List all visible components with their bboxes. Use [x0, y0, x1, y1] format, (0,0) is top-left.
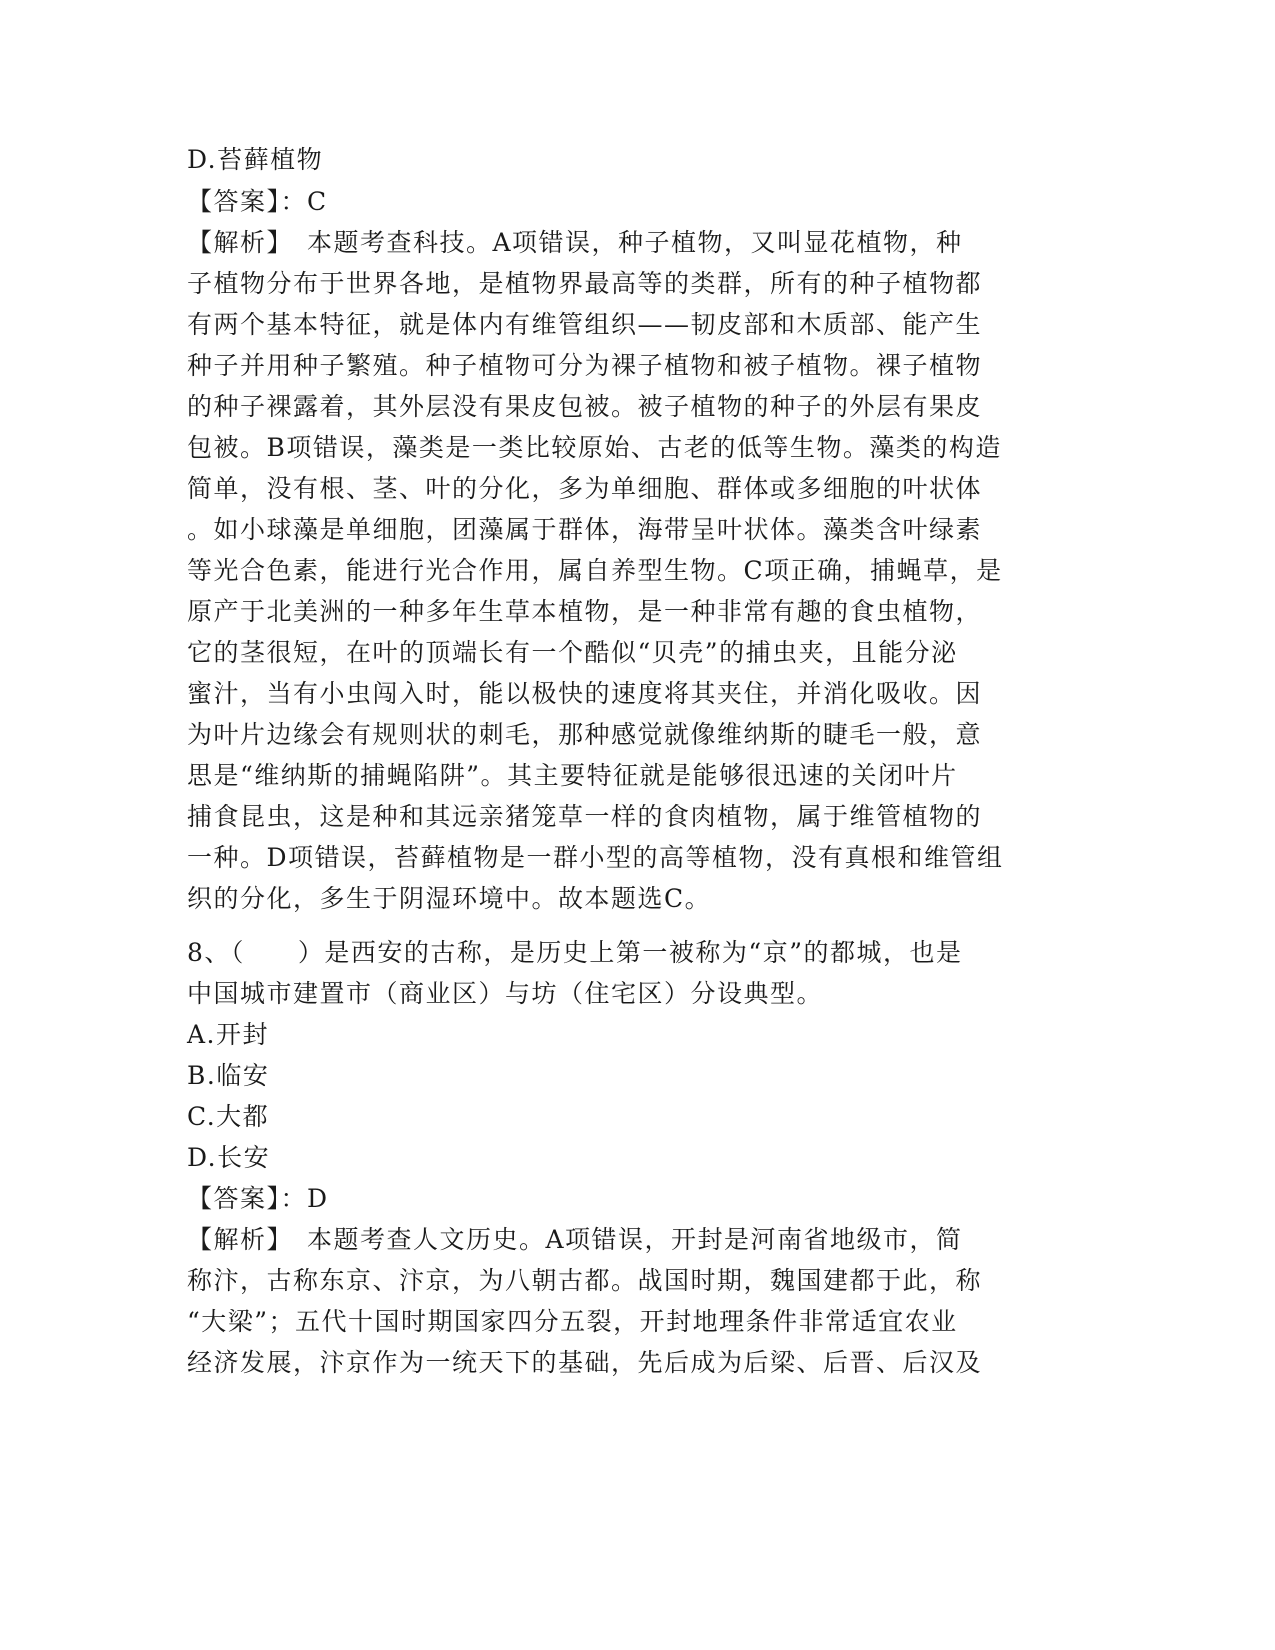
q7-analysis-line: 蜜汁，当有小虫闯入时，能以极快的速度将其夹住，并消化吸收。因 — [187, 679, 983, 708]
q7-option-d: D.苔藓植物 — [187, 145, 324, 174]
q8-analysis-line: 称汴，古称东京、汴京，为八朝古都。战国时期，魏国建都于此，称 — [187, 1266, 983, 1295]
q7-analysis-line: 种子并用种子繁殖。种子植物可分为裸子植物和被子植物。裸子植物 — [187, 351, 983, 380]
q7-analysis-line: 子植物分布于世界各地，是植物界最高等的类群，所有的种子植物都 — [187, 269, 983, 298]
q8-option-d: D.长安 — [187, 1143, 271, 1172]
q8-answer: 【答案】：D — [187, 1184, 329, 1213]
q8-stem-line: 中国城市建置市（商业区）与坊（住宅区）分设典型。 — [187, 979, 824, 1008]
q7-analysis-line: 一种。D项错误，苔藓植物是一群小型的高等植物，没有真根和维管组 — [187, 843, 1004, 872]
q8-stem-line: 8、（ ）是西安的古称，是历史上第一被称为“京”的都城，也是 — [187, 938, 963, 967]
q7-analysis-line: 思是“维纳斯的捕蝇陷阱”。其主要特征就是能够很迅速的关闭叶片 — [187, 761, 958, 790]
q7-analysis-line: 原产于北美洲的一种多年生草本植物，是一种非常有趣的食虫植物， — [187, 597, 983, 626]
q8-option-c: C.大都 — [187, 1102, 270, 1131]
q8-option-a: A.开封 — [187, 1020, 270, 1049]
q8-analysis-line: 【解析】 本题考查人文历史。A项错误，开封是河南省地级市，简 — [187, 1225, 963, 1254]
q7-analysis-line: 【解析】 本题考查科技。A项错误，种子植物，又叫显花植物，种 — [187, 228, 963, 257]
q7-analysis-line: 有两个基本特征，就是体内有维管组织——韧皮部和木质部、能产生 — [187, 310, 983, 339]
q8-option-b: B.临安 — [187, 1061, 270, 1090]
q8-analysis-line: “大梁”；五代十国时期国家四分五裂，开封地理条件非常适宜农业 — [187, 1307, 958, 1336]
q7-analysis-line: 的种子裸露着，其外层没有果皮包被。被子植物的种子的外层有果皮 — [187, 392, 983, 421]
q7-analysis-line: 等光合色素，能进行光合作用，属自养型生物。C项正确，捕蝇草，是 — [187, 556, 1003, 585]
q7-analysis-line: 织的分化，多生于阴湿环境中。故本题选C。 — [187, 884, 712, 913]
q7-analysis-line: 。如小球藻是单细胞，团藻属于群体，海带呈叶状体。藻类含叶绿素 — [187, 515, 983, 544]
q8-analysis-line: 经济发展，汴京作为一统天下的基础，先后成为后梁、后晋、后汉及 — [187, 1348, 983, 1377]
q7-analysis-line: 简单，没有根、茎、叶的分化，多为单细胞、群体或多细胞的叶状体 — [187, 474, 983, 503]
q7-analysis-line: 它的茎很短，在叶的顶端长有一个酷似“贝壳”的捕虫夹，且能分泌 — [187, 638, 958, 667]
q7-analysis-line: 为叶片边缘会有规则状的刺毛，那种感觉就像维纳斯的睫毛一般，意 — [187, 720, 983, 749]
q7-answer: 【答案】：C — [187, 187, 328, 216]
q7-analysis-line: 捕食昆虫，这是种和其远亲猪笼草一样的食肉植物，属于维管植物的 — [187, 802, 983, 831]
q7-analysis-line: 包被。B项错误，藻类是一类比较原始、古老的低等生物。藻类的构造 — [187, 433, 1002, 462]
